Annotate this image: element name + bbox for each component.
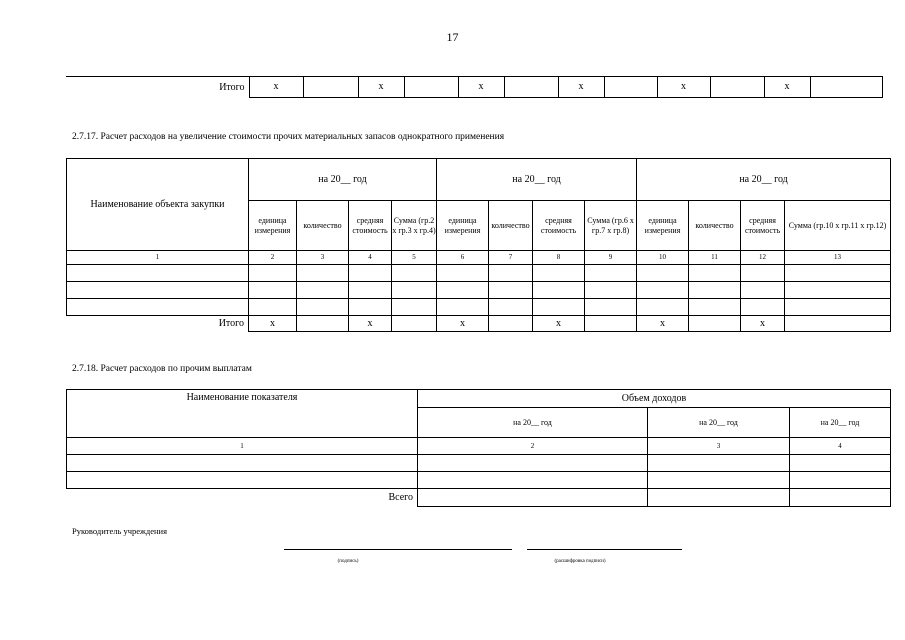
top-total-cell [604,77,657,98]
subcol-header: Сумма (гр.6 х гр.7 х гр.8) [585,201,637,251]
section-1-heading: 2.7.17. Расчет расходов на увеличение стоимости прочих материальных запасов однократного применения [72,132,505,142]
page-number: 17 [446,30,459,44]
total-cell [585,316,637,332]
column-number: 4 [349,251,392,265]
col-indicator-header: Наименование показателя [67,390,418,438]
year-header: на 20__ год [790,408,891,438]
signature-caption: (подпись) [337,559,359,564]
column-number: 2 [418,438,648,455]
total-cell [392,316,437,332]
table-row [67,455,891,472]
total-cell [689,316,741,332]
table-row [67,282,891,299]
top-total-cell: х [358,77,404,98]
column-number: 6 [437,251,489,265]
column-number: 3 [648,438,790,455]
column-number: 13 [785,251,891,265]
table-row [67,265,891,282]
other-payments-table [66,389,891,507]
year-group-header: на 20__ год [437,159,637,201]
top-total-cell: х [558,77,604,98]
top-total-cell [404,77,458,98]
subcol-header: средняя стоимость [349,201,392,251]
top-total-cell: х [249,77,303,98]
top-total-cell [504,77,558,98]
total-cell [489,316,533,332]
total-cell [790,489,891,507]
subcol-header: Сумма (гр.2 х гр.3 х гр.4) [392,201,437,251]
column-number: 1 [67,251,249,265]
signature-label: Руководитель учреждения [72,526,168,536]
column-number: 5 [392,251,437,265]
subcol-header: единица измерения [249,201,297,251]
column-number: 1 [67,438,418,455]
col-volume-header: Объем доходов [418,390,891,408]
total-cell [648,489,790,507]
year-group-header: на 20__ год [637,159,891,201]
top-total-cell: х [458,77,504,98]
column-number: 10 [637,251,689,265]
top-total-cell [810,77,882,98]
year-header: на 20__ год [648,408,790,438]
column-number: 8 [533,251,585,265]
column-number: 9 [585,251,637,265]
total-cell: х [249,316,297,332]
total-cell: х [437,316,489,332]
total-cell [297,316,349,332]
column-number: 7 [489,251,533,265]
subcol-header: единица измерения [437,201,489,251]
total-cell: х [637,316,689,332]
top-total-cell [710,77,764,98]
decode-line [527,549,682,550]
total-cell [785,316,891,332]
column-number: 2 [249,251,297,265]
year-header: на 20__ год [418,408,648,438]
table-row [67,299,891,316]
decode-caption: (расшифровка подписи) [554,559,606,564]
total-cell: х [349,316,392,332]
subcol-header: средняя стоимость [533,201,585,251]
subcol-header: количество [689,201,741,251]
section-2-heading: 2.7.18. Расчет расходов по прочим выплатам [72,364,252,374]
materials-table [66,158,891,332]
column-number: 12 [741,251,785,265]
total-row [67,316,891,332]
table-row [67,472,891,489]
top-total-cell: х [657,77,710,98]
col-object-header: Наименование объекта закупки [67,159,249,251]
year-group-header: на 20__ год [249,159,437,201]
subcol-header: средняя стоимость [741,201,785,251]
total-label: Всего [67,489,418,507]
subcol-header: количество [297,201,349,251]
total-cell [418,489,648,507]
column-number: 4 [790,438,891,455]
column-number: 3 [297,251,349,265]
total-cell: х [533,316,585,332]
total-row [67,489,891,507]
column-number: 11 [689,251,741,265]
subcol-header: Сумма (гр.10 х гр.11 х гр.12) [785,201,891,251]
top-total-table [66,76,883,98]
signature-line [284,549,512,550]
top-total-cell: х [764,77,810,98]
total-cell: х [741,316,785,332]
top-total-cell [303,77,358,98]
subcol-header: единица измерения [637,201,689,251]
subcol-header: количество [489,201,533,251]
total-label: Итого [67,316,249,332]
top-total-label: Итого [66,77,249,98]
